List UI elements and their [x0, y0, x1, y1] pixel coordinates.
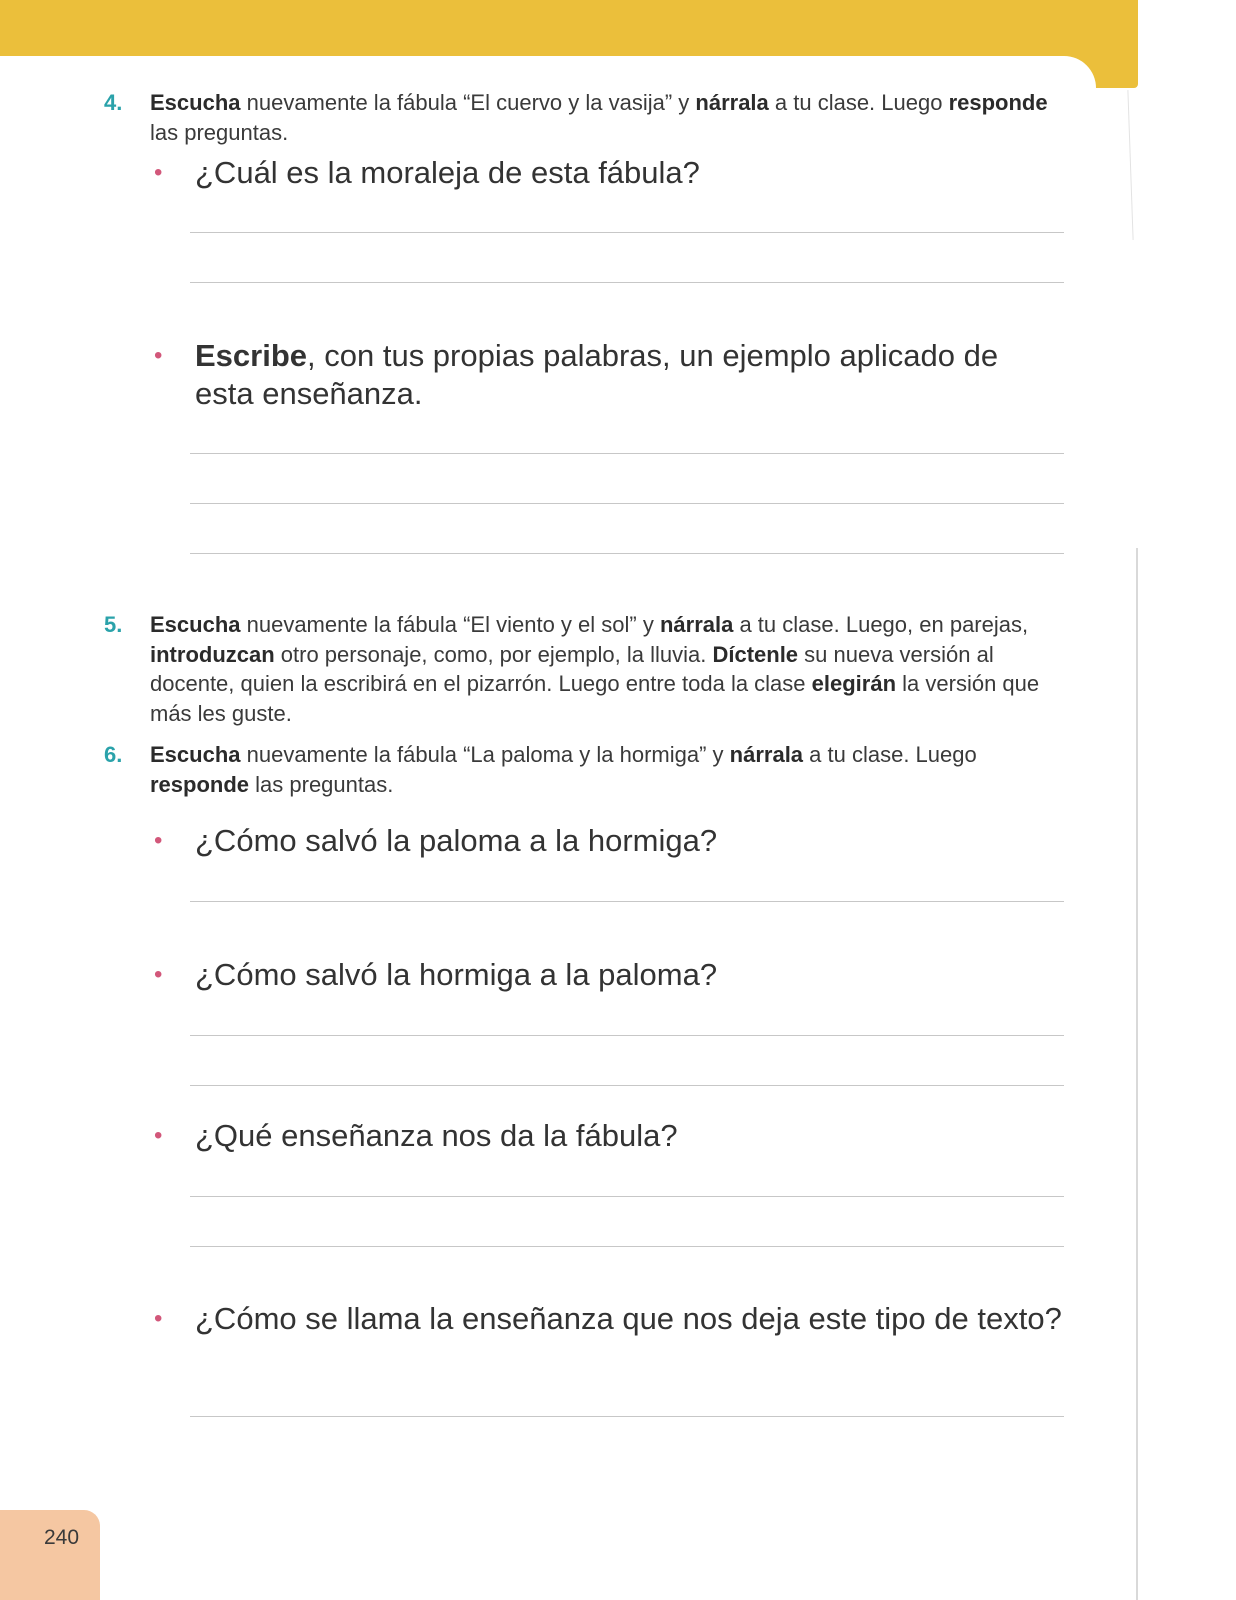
question-tipo-texto — [154, 1300, 1064, 1338]
answer-line[interactable] — [190, 901, 1064, 902]
verb-highlight: introduzcan — [150, 641, 275, 667]
bullet-icon: • — [154, 961, 163, 988]
instruction-text: las preguntas. — [150, 119, 289, 145]
answer-line[interactable] — [190, 1035, 1064, 1036]
question-ensenanza — [154, 1117, 1064, 1155]
instruction-text: nuevamente la fábula “La paloma y la hormiga” y — [240, 742, 730, 767]
bullet-icon: • — [154, 827, 163, 854]
header-band — [0, 0, 1138, 56]
page-edge-top — [1127, 90, 1133, 240]
activity-number: 6. — [104, 742, 123, 767]
verb-highlight: elegirán — [811, 671, 897, 696]
question-text: ¿Cuál es la moraleja de esta fábula? — [195, 155, 700, 190]
bullet-icon: • — [154, 342, 163, 369]
verb-highlight: Escucha — [150, 742, 241, 767]
question-moraleja — [154, 154, 1064, 192]
page-edge — [1136, 548, 1138, 1600]
question-text: ¿Cómo se llama la enseñanza que nos deja este tipo de texto? — [195, 1301, 1062, 1336]
answer-line[interactable] — [190, 1196, 1064, 1197]
question-text: ¿Cómo salvó la hormiga a la paloma? — [195, 957, 718, 992]
instruction-text: a tu clase. Luego, en parejas, — [733, 612, 1029, 637]
instruction-text: a tu clase. Luego — [803, 742, 977, 767]
question-text: ¿Cómo salvó la paloma a la hormiga? — [195, 823, 718, 858]
verb-highlight: Escribe — [195, 338, 308, 373]
instruction-text: su nueva versión al docente, quien la escribirá en el pizarrón. Luego entre toda la clase — [150, 641, 994, 696]
answer-line[interactable] — [190, 503, 1064, 504]
activity-5 — [104, 610, 1064, 728]
answer-line[interactable] — [190, 1416, 1064, 1417]
activity-instruction — [150, 610, 1064, 728]
instruction-text: las preguntas. — [249, 771, 394, 797]
activity-number: 4. — [104, 90, 123, 115]
verb-highlight: nárrala — [729, 742, 804, 767]
activity-4 — [104, 88, 1064, 147]
answer-line[interactable] — [190, 1085, 1064, 1086]
page-number-tab — [0, 1510, 100, 1600]
question-hormiga-salvo — [154, 956, 1064, 994]
question-text-rest: , con tus propias palabras, un ejemplo aplicado de esta enseñanza. — [195, 338, 999, 411]
activity-number: 5. — [104, 612, 123, 637]
verb-highlight: Escucha — [150, 90, 241, 115]
verb-highlight: responde — [150, 771, 250, 797]
activity-instruction — [150, 740, 1064, 799]
bullet-icon: • — [154, 159, 163, 186]
answer-line[interactable] — [190, 232, 1064, 233]
instruction-text: nuevamente la fábula “El viento y el sol” y — [240, 612, 660, 637]
answer-line[interactable] — [190, 453, 1064, 454]
question-paloma-salvo — [154, 822, 1064, 860]
instruction-text: nuevamente la fábula “El cuervo y la vasija” y — [240, 90, 696, 115]
instruction-text: la versión que más les guste. — [150, 671, 1040, 726]
answer-line[interactable] — [190, 1246, 1064, 1247]
question-text: ¿Qué enseñanza nos da la fábula? — [195, 1118, 678, 1153]
activity-6 — [104, 740, 1064, 799]
answer-line[interactable] — [190, 282, 1064, 283]
instruction-text: otro personaje, como, por ejemplo, la lluvia. — [274, 641, 713, 667]
page-number: 240 — [44, 1526, 80, 1549]
activity-instruction — [150, 88, 1064, 147]
verb-highlight: Díctenle — [712, 641, 799, 667]
question-text — [195, 337, 1064, 413]
verb-highlight: responde — [948, 90, 1048, 115]
question-ejemplo — [154, 337, 1064, 413]
bullet-icon: • — [154, 1305, 163, 1332]
bullet-icon: • — [154, 1122, 163, 1149]
verb-highlight: Escucha — [150, 612, 241, 637]
header-tab — [1060, 0, 1138, 88]
instruction-text: a tu clase. Luego — [768, 90, 949, 115]
verb-highlight: nárrala — [695, 90, 769, 115]
answer-line[interactable] — [190, 553, 1064, 554]
verb-highlight: nárrala — [659, 612, 734, 637]
